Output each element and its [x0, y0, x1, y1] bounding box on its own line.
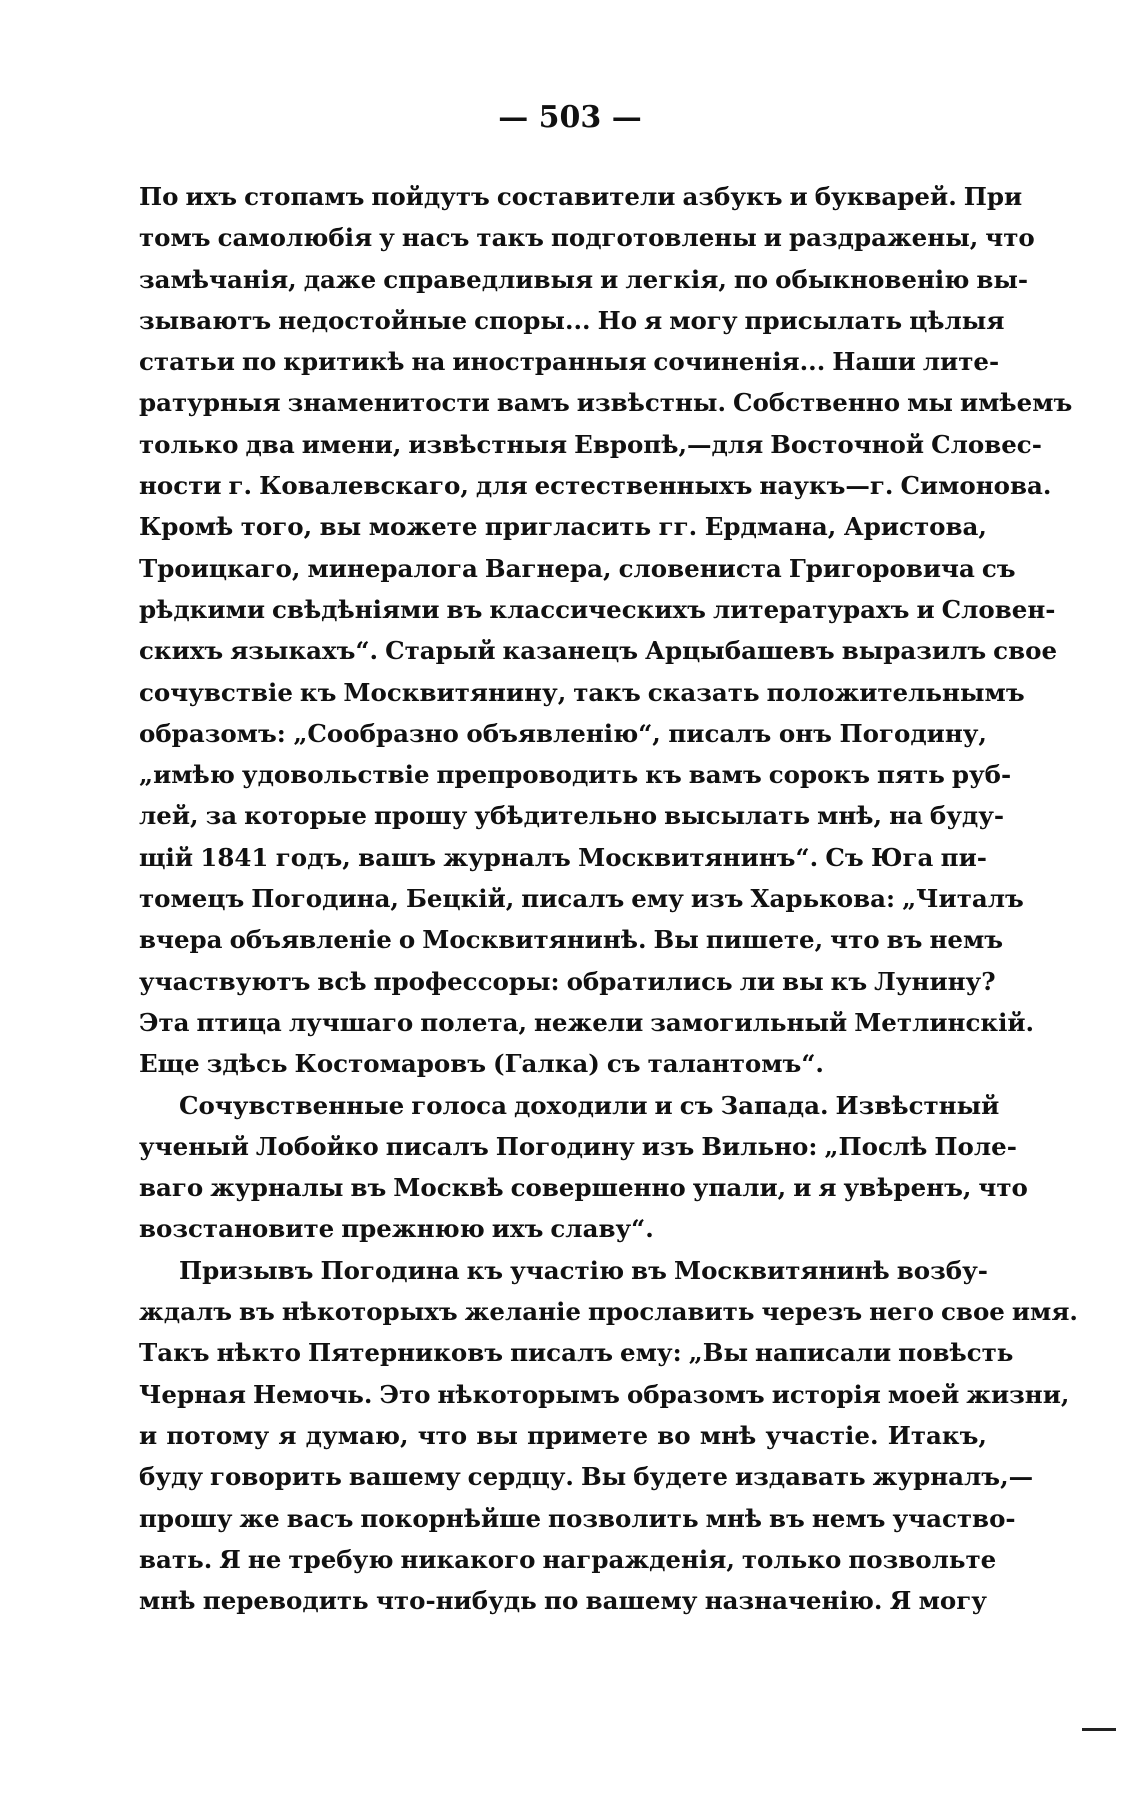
text-line: возстановите прежнюю ихъ славу“. — [139, 1214, 654, 1244]
text-line: и потому я думаю, что вы примете во мнѣ участіе. Итакъ, — [139, 1420, 987, 1450]
text-line: ности г. Ковалевскаго, для естественныхъ наукъ—г. Симонова. — [139, 471, 1052, 501]
text-line: прошу же васъ покорнѣйше позволить мнѣ въ немъ участво- — [139, 1503, 1016, 1533]
text-line: образомъ: „Сообразно объявленію“, писалъ онъ Погодину, — [139, 718, 987, 748]
text-line: Троицкаго, минералога Вагнера, словениста Григоровича съ — [139, 553, 1016, 583]
text-line: Еще здѣсь Костомаровъ (Галка) съ талантомъ“. — [139, 1049, 824, 1079]
text-line: Такъ нѣкто Пятерниковъ писалъ ему: „Вы написали повѣсть — [139, 1338, 1014, 1368]
text-line: замѣчанія, даже справедливыя и легкія, по обыкновенію вы- — [139, 264, 1029, 294]
text-line: вать. Я не требую никакого награжденія, только позвольте — [139, 1544, 997, 1574]
text-line: ученый Лобойко писалъ Погодину изъ Вильно: „Послѣ Поле- — [139, 1131, 1017, 1161]
text-line: буду говорить вашему сердцу. Вы будете издавать журналъ,— — [139, 1462, 1034, 1492]
text-line: только два имени, извѣстныя Европѣ,—для Восточной Словес- — [139, 429, 1042, 459]
text-line: сочувствіе къ Москвитянину, такъ сказать положительнымъ — [139, 677, 1025, 707]
text-line: „имѣю удовольствіе препроводить къ вамъ сорокъ пять руб- — [139, 760, 1012, 790]
margin-rule — [1082, 1728, 1116, 1731]
text-line: щій 1841 годъ, вашъ журналъ Москвитянинъ“. Съ Юга пи- — [139, 842, 987, 872]
text-line: ратурныя знаменитости вамъ извѣстны. Собственно мы имѣемъ — [139, 388, 1073, 418]
text-line: Призывъ Погодина къ участію въ Москвитянинѣ возбу- — [179, 1255, 988, 1285]
text-line: томъ самолюбія у насъ такъ подготовлены и раздражены, что — [139, 223, 1035, 253]
text-line: лей, за которые прошу убѣдительно высылать мнѣ, на буду- — [139, 801, 1005, 831]
text-line: Кромѣ того, вы можете пригласить гг. Ердмана, Аристова, — [139, 512, 987, 542]
text-line: ждалъ въ нѣкоторыхъ желаніе прославить черезъ него свое имя. — [139, 1297, 1078, 1327]
text-line: вчера объявленіе о Москвитянинѣ. Вы пишете, что въ немъ — [139, 925, 1004, 955]
text-line: мнѣ переводить что-нибудь по вашему назначенію. Я могу — [139, 1586, 987, 1616]
text-line: зываютъ недостойные споры... Но я могу присылать цѣлыя — [139, 305, 1005, 335]
text-line: томецъ Погодина, Бецкій, писалъ ему изъ Харькова: „Читалъ — [139, 884, 1024, 914]
text-line: Сочувственные голоса доходили и съ Запада. Извѣстный — [179, 1090, 1000, 1120]
text-line: скихъ языкахъ“. Старый казанецъ Арцыбашевъ выразилъ свое — [139, 636, 1058, 666]
text-line: ваго журналы въ Москвѣ совершенно упали, и я увѣренъ, что — [139, 1173, 1028, 1203]
text-line: статьи по критикѣ на иностранныя сочиненія... Наши лите- — [139, 347, 1000, 377]
page-number: — 503 — — [498, 100, 642, 135]
text-line: рѣдкими свѣдѣніями въ классическихъ литературахъ и Словен- — [139, 594, 1056, 624]
body-text — [139, 176, 1078, 1621]
text-line: Черная Немочь. Это нѣкоторымъ образомъ исторія моей жизни, — [139, 1379, 1070, 1409]
text-line: участвуютъ всѣ профессоры: обратились ли вы къ Лунину? — [139, 966, 996, 996]
text-line: По ихъ стопамъ пойдутъ составители азбукъ и букварей. При — [139, 182, 1023, 211]
text-line: Эта птица лучшаго полета, нежели замогильный Метлинскій. — [139, 1007, 1035, 1037]
